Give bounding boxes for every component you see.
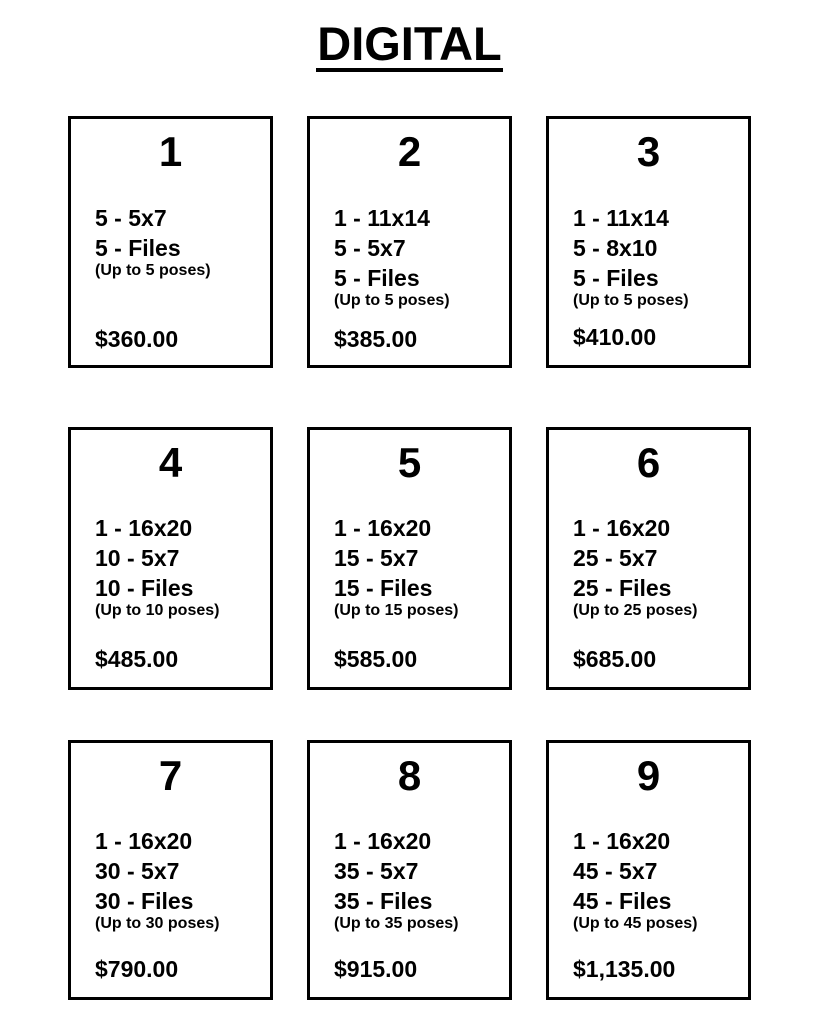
package-card-3 xyxy=(546,116,751,368)
package-number: 4 xyxy=(158,439,183,486)
package-card-2 xyxy=(307,116,512,368)
package-card-5 xyxy=(307,427,512,690)
package-item: 5 - 8x10 xyxy=(573,235,658,261)
package-card-8 xyxy=(307,740,512,1000)
package-card-7 xyxy=(68,740,273,1000)
package-note: (Up to 30 poses) xyxy=(95,915,220,932)
package-item: 10 - Files xyxy=(95,575,194,601)
package-items xyxy=(573,513,697,621)
package-note: (Up to 10 poses) xyxy=(95,602,220,619)
package-price: $360.00 xyxy=(95,326,179,352)
package-items xyxy=(573,203,689,311)
package-items xyxy=(573,826,697,934)
package-note: (Up to 5 poses) xyxy=(573,292,689,309)
package-item: 25 - Files xyxy=(573,575,672,601)
package-price: $585.00 xyxy=(334,646,418,672)
package-item: 30 - Files xyxy=(95,888,194,914)
package-card-9 xyxy=(546,740,751,1000)
package-item: 1 - 11x14 xyxy=(334,205,430,231)
package-item: 15 - 5x7 xyxy=(334,545,419,571)
package-note: (Up to 25 poses) xyxy=(573,602,698,619)
package-number: 3 xyxy=(636,128,661,175)
package-item: 1 - 11x14 xyxy=(573,205,669,231)
package-items xyxy=(334,513,458,621)
package-number: 2 xyxy=(397,128,422,175)
package-item: 1 - 16x20 xyxy=(95,515,193,541)
package-items xyxy=(95,513,219,621)
package-item: 1 - 16x20 xyxy=(334,828,432,854)
package-price: $410.00 xyxy=(573,324,657,350)
package-note: (Up to 15 poses) xyxy=(334,602,459,619)
package-price: $915.00 xyxy=(334,956,418,982)
package-number: 6 xyxy=(636,439,661,486)
package-item: 5 - 5x7 xyxy=(334,235,406,261)
package-price: $385.00 xyxy=(334,326,418,352)
package-item: 35 - Files xyxy=(334,888,433,914)
package-items xyxy=(95,203,211,281)
package-card-4 xyxy=(68,427,273,690)
package-price: $685.00 xyxy=(573,646,657,672)
package-item: 45 - 5x7 xyxy=(573,858,658,884)
package-card-1 xyxy=(68,116,273,368)
package-note: (Up to 45 poses) xyxy=(573,915,698,932)
package-price: $485.00 xyxy=(95,646,179,672)
package-item: 1 - 16x20 xyxy=(573,828,671,854)
package-item: 15 - Files xyxy=(334,575,433,601)
package-note: (Up to 5 poses) xyxy=(334,292,450,309)
package-item: 1 - 16x20 xyxy=(334,515,432,541)
package-number: 9 xyxy=(636,752,661,799)
package-item: 30 - 5x7 xyxy=(95,858,180,884)
page-title-text: DIGITAL xyxy=(317,17,502,70)
package-item: 35 - 5x7 xyxy=(334,858,419,884)
package-item: 10 - 5x7 xyxy=(95,545,180,571)
package-note: (Up to 35 poses) xyxy=(334,915,459,932)
package-items xyxy=(334,826,458,934)
package-items xyxy=(95,826,219,934)
package-item: 5 - Files xyxy=(573,265,659,291)
package-item: 45 - Files xyxy=(573,888,672,914)
package-card-6 xyxy=(546,427,751,690)
package-item: 1 - 16x20 xyxy=(95,828,193,854)
package-price: $790.00 xyxy=(95,956,179,982)
package-item: 5 - Files xyxy=(334,265,420,291)
package-items xyxy=(334,203,450,311)
package-item: 25 - 5x7 xyxy=(573,545,658,571)
package-note: (Up to 5 poses) xyxy=(95,262,211,279)
package-item: 5 - Files xyxy=(95,235,181,261)
package-number: 8 xyxy=(397,752,422,799)
package-number: 5 xyxy=(397,439,422,486)
package-price: $1,135.00 xyxy=(573,956,676,982)
package-number: 1 xyxy=(158,128,183,175)
package-item: 1 - 16x20 xyxy=(573,515,671,541)
package-item: 5 - 5x7 xyxy=(95,205,167,231)
page-title xyxy=(0,14,819,74)
package-number: 7 xyxy=(158,752,183,799)
